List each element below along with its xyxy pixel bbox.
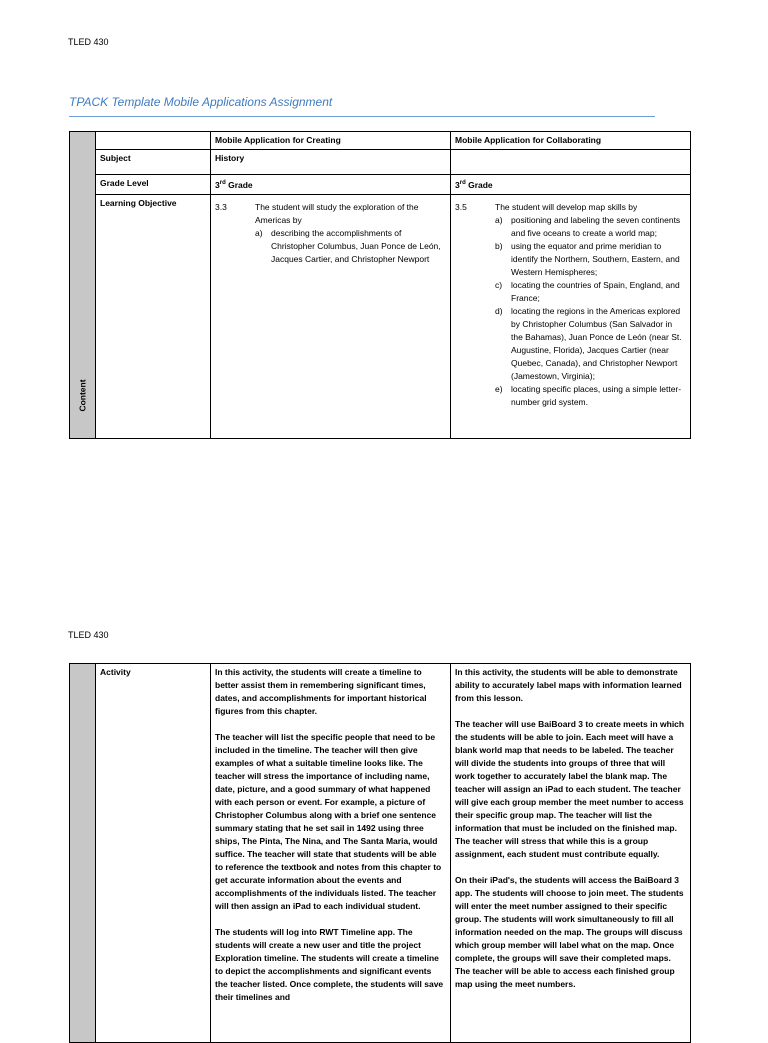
content-label: Content — [77, 379, 87, 412]
side-band — [70, 664, 96, 1043]
list-item: d) locating the regions in the Americas explored by Christopher Columbus (San Salvador in the Bahamas), Juan Ponce de León (near St. Augustine, Florida), Jacques Cartier (near Quebec, Canada), and Christopher Newport (Jamestown, Virginia); — [495, 305, 682, 381]
subject-collaborating — [451, 150, 691, 175]
paragraph: In this activity, the students will be able to demonstrate ability to accurately label maps with information learned from this lesson. — [455, 667, 682, 703]
paragraph: The teacher will use BaiBoard 3 to create meets in which the students will be able to join. Each meet will have a blank world map that needs to be labeled. The teacher will divide the students into groups of three that will work together to accurately label the blank map. The teacher will assign an iPad to each student. The teacher will give each group member the meet number to access their specific group map. The teacher will list the information that must be included on the finished map. The teacher will stress that while this is a group assignment, each student must contribute equally. — [455, 719, 685, 859]
list-item: a) describing the accomplishments of Christopher Columbus, Juan Ponce de León, Jacques Cartier, and Christopher Newport — [255, 227, 441, 264]
tpack-table-page2 — [69, 663, 691, 1043]
column-header-collaborating: Mobile Application for Collaborating — [451, 132, 691, 150]
list-item: c) locating the countries of Spain, England, and France; — [495, 279, 680, 303]
objective-intro: The student will study the exploration of the Americas by — [255, 201, 419, 225]
column-header-creating: Mobile Application for Creating — [211, 132, 451, 150]
title-underline — [69, 116, 655, 117]
list-item: e) locating specific places, using a simple letter-number grid system. — [495, 383, 682, 407]
list-item: b) using the equator and prime meridian to identify the Northern, Southern, Eastern, and Western Hemispheres; — [495, 240, 680, 277]
paragraph: The students will log into RWT Timeline app. The students will create a new user and title the project Exploration timeline. The students will create a timeline to depict the accomplishments and significant events the teacher listed. Once complete, the students will save their timelines and — [215, 927, 444, 1002]
document-title: TPACK Template Mobile Applications Assignment — [69, 95, 333, 109]
content-side-band — [70, 132, 96, 439]
activity-creating — [211, 664, 451, 1043]
activity-collaborating — [451, 664, 691, 1043]
subject-creating: History — [211, 150, 451, 175]
objective-collaborating — [451, 194, 691, 438]
grade-level-label: Grade Level — [96, 175, 211, 195]
objective-intro: The student will develop map skills by — [495, 201, 638, 212]
list-item: a) positioning and labeling the seven continents and five oceans to create a world map; — [495, 214, 681, 238]
paragraph: In this activity, the students will create a timeline to better assist them in remembering significant times, dates, and accomplishments for important historical figures from this chapter. — [215, 667, 427, 716]
sol-number: 3.3 — [215, 201, 227, 212]
paragraph: The teacher will list the specific people that need to be included in the timeline. The teacher will then give examples of what a suitable timeline looks like. The teacher will stress the importance of including name, date, picture, and a good summary of what happened with each person or event. For example, a picture of Christopher Columbus along with a brief one sentence summary stating that he set sail in 1492 using three ships, The Pinta, The Nina, and The Santa Maria, would suffice. The teacher will state that students will be able to reference the textbook and notes from this chapter to get accurate information about the events and accomplishments of the individuals listed. The teacher will then assign an iPad to each individual student. — [215, 732, 442, 911]
grade-collaborating: 3rd Grade — [451, 175, 691, 195]
page-header: TLED 430 — [68, 37, 109, 47]
subject-label: Subject — [96, 150, 211, 175]
grade-creating: 3rd Grade — [211, 175, 451, 195]
tpack-table-page1 — [69, 131, 691, 439]
learning-objective-label: Learning Objective — [96, 194, 211, 438]
sol-number: 3.5 — [455, 201, 467, 212]
objective-creating — [211, 194, 451, 438]
activity-label: Activity — [96, 664, 211, 1043]
paragraph: On their iPad's, the students will access the BaiBoard 3 app. The students will choose to join meet. The students will enter the meet number assigned to their specific group. The students will work simultaneously to fill all information needed on the map. The groups will discuss which group member will label what on the map. Once complete, the groups will save their completed maps. The teacher will be able to access each finished group map using the meet numbers. — [455, 875, 684, 989]
header-empty-cell — [96, 132, 211, 150]
page-header: TLED 430 — [68, 630, 109, 640]
